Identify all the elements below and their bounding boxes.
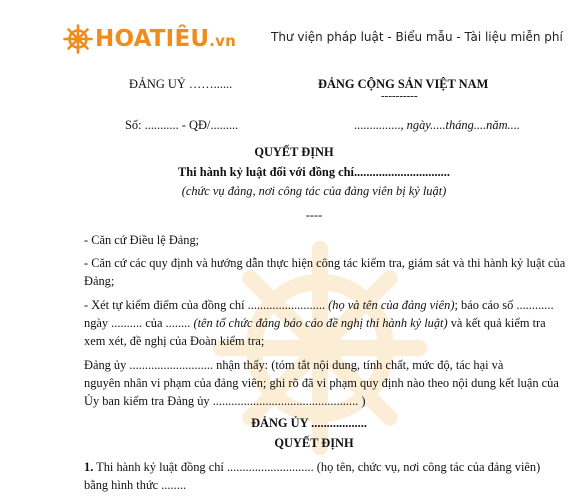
basis-charter: - Căn cứ Điều lệ Đảng; <box>84 233 200 247</box>
site-header <box>0 0 588 64</box>
decision-item-1-line1: 1. Thi hành kỷ luật đồng chí ............................ (họ tên, chức vụ, nơi công tác của đảng viên) <box>84 460 541 474</box>
document-subtitle: Thi hành kỷ luật đối với đồng chí............................... <box>178 165 450 179</box>
finding-line1: Đảng ủy ........................... nhận thấy: (tóm tắt nội dung, tính chất, mức độ, tác hại và <box>84 358 504 372</box>
decision-item-1-line2: bằng hình thức ........ <box>84 478 187 492</box>
subtitle-note: (chức vụ đảng, nơi công tác của đảng viên bị kỷ luật) <box>181 184 447 198</box>
basis-review-line3: xem xét, đề nghị của Đoàn kiểm tra; <box>84 334 265 348</box>
logo-text: HOATIÊU.vn <box>95 26 236 52</box>
logo-suffix: .vn <box>209 32 236 50</box>
finding-line2: nguyên nhân vi phạm của đảng viên; ghi rõ đã vi phạm quy định nào theo nội dung kết luận của <box>84 376 559 390</box>
finding-line3: Ủy ban kiểm tra Đảng ủy ............................................... ) <box>84 394 366 408</box>
basis-review-line2: ngày .......... của ........ (tên tổ chức đảng báo cáo đề nghị thi hành kỷ luật) và kết quả kiểm tra <box>84 316 546 330</box>
basis-regulations-line1: - Căn cứ các quy định và hướng dẫn thực hiện công tác kiểm tra, giám sát và thi hành kỷ luật của <box>84 256 566 270</box>
ship-wheel-icon <box>63 24 93 54</box>
committee-heading: ĐẢNG ỦY .................. <box>251 416 367 430</box>
basis-review-line1: - Xét tự kiểm điểm của đồng chí ......................... (họ và tên của đảng viên); báo cáo số ............ <box>84 298 554 312</box>
site-logo[interactable] <box>63 22 236 56</box>
org-left: ĐẢNG UỶ ……...... <box>129 77 233 91</box>
document-title: QUYẾT ĐỊNH <box>254 145 334 159</box>
decision-heading: QUYẾT ĐỊNH <box>274 436 354 450</box>
org-right-rule: ---------- <box>381 90 418 102</box>
basis-regulations-line2: Đảng; <box>84 274 115 288</box>
site-slogan: Thư viện pháp luật - Biểu mẫu - Tài liệu miễn phí <box>271 30 563 44</box>
org-right: ĐẢNG CỘNG SẢN VIỆT NAM <box>318 77 489 91</box>
document-number: Số: ........... - QĐ/......... <box>125 118 239 132</box>
place-date: ..............., ngày.....tháng....năm.... <box>354 118 520 132</box>
separator: ---- <box>305 208 323 222</box>
